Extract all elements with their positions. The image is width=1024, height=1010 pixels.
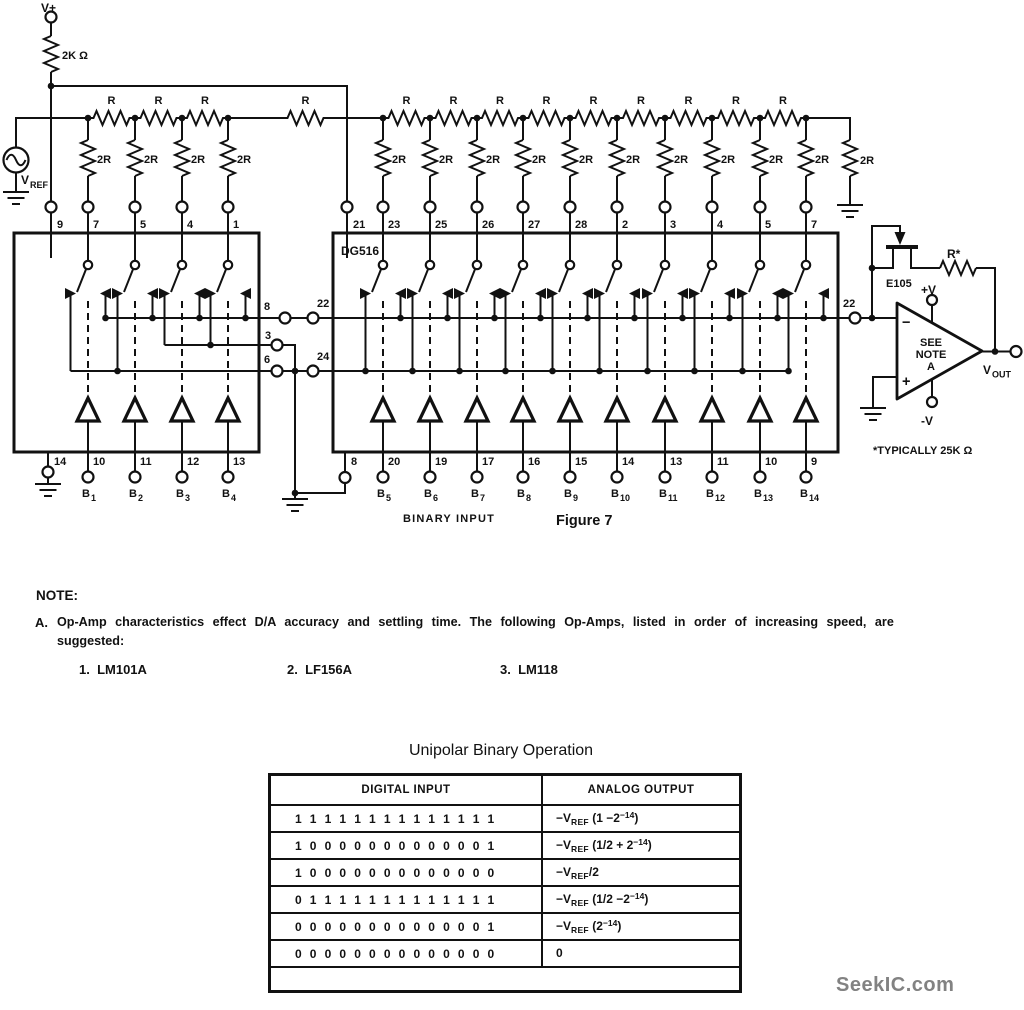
r2-label: 2R — [579, 154, 594, 166]
bit-label: B — [222, 488, 230, 500]
spdt-switch-cell — [159, 115, 205, 483]
pin14-terminal — [43, 467, 54, 478]
ladder-r-resistor — [617, 111, 665, 125]
opamp-option-2: 2. LF156A — [287, 662, 353, 677]
spdt-switch-cell — [360, 115, 406, 483]
formula-mid: (1/2 −2 — [588, 892, 630, 906]
inverting-input-label: − — [902, 315, 911, 331]
r2-label: 2R — [626, 154, 641, 166]
ladder-r-resistor — [665, 111, 712, 125]
pin-number-label: 2 — [622, 219, 629, 231]
junction-dot — [596, 368, 603, 375]
formula-post: ) — [617, 919, 622, 933]
bit-label: B — [176, 488, 184, 500]
r2-label: 2R — [721, 154, 736, 166]
plus-v-label: +V — [921, 283, 937, 297]
jfet-label: E105 — [886, 278, 912, 290]
spdt-switch-cell — [642, 115, 688, 483]
formula-sup: −14 — [602, 918, 618, 928]
schematic-labels — [21, 1, 1012, 529]
feedback-r-label: R* — [947, 247, 961, 261]
ground-icon — [837, 205, 863, 217]
formula-sup: −14 — [633, 837, 648, 847]
table-row — [270, 940, 741, 967]
minus-v-terminal — [927, 397, 937, 407]
pin-number-label: 8 — [351, 456, 358, 468]
bit-subscript: 12 — [715, 493, 726, 503]
bit-subscript: 13 — [763, 493, 774, 503]
pin-number-label: 14 — [622, 456, 635, 468]
formula-main: −V — [556, 811, 572, 825]
pin-number-label: 12 — [187, 456, 200, 468]
ladder-r-resistor — [182, 111, 228, 125]
analog-output-cell — [542, 805, 741, 832]
pin-number-label: 19 — [435, 456, 448, 468]
pin3-terminal — [272, 340, 283, 351]
formula-post: ) — [644, 892, 649, 906]
pin-number-label: 16 — [528, 456, 541, 468]
chip-name-label: DG516 — [341, 244, 380, 258]
ladder-r-resistor — [477, 111, 523, 125]
formula-sup: −14 — [619, 810, 635, 820]
opamp-option-1: 1. LM101A — [79, 662, 147, 677]
pin-number-label: 9 — [811, 456, 818, 468]
junction-dot — [502, 368, 509, 375]
vref-label: V — [21, 173, 30, 187]
junction-dot — [739, 368, 746, 375]
r2-label: 2R — [860, 155, 875, 167]
ladder-r-resistor — [570, 111, 617, 125]
formula-post: ) — [634, 811, 639, 825]
formula-mid: (1/2 + 2 — [588, 838, 634, 852]
formula-sub: REF — [571, 844, 589, 854]
r-label: R — [779, 95, 787, 107]
ladder-r-resistor — [430, 111, 477, 125]
watermark: SeekIC.com — [836, 974, 955, 996]
formula-sub: REF — [571, 871, 589, 881]
ladder-r-resistor — [760, 111, 806, 125]
table-row — [270, 859, 741, 886]
formula-main: −V — [556, 919, 572, 933]
pin-number-label: 20 — [388, 456, 401, 468]
analog-output-cell — [542, 913, 741, 940]
r2-label: 2R — [769, 154, 784, 166]
pin-number-label: 5 — [140, 219, 147, 231]
formula-main: 0 — [556, 946, 563, 960]
column-header: ANALOG OUTPUT — [542, 775, 741, 806]
ladder-r-resistor — [135, 111, 182, 125]
r2-label: 2R — [97, 154, 112, 166]
figure-caption: Figure 7 — [556, 513, 613, 529]
digital-input-cell: 1 0 0 0 0 0 0 0 0 0 0 0 0 1 — [270, 832, 543, 859]
r-label: R — [201, 95, 209, 107]
pin-number-label: 5 — [765, 219, 772, 231]
minus-v-label: -V — [921, 414, 933, 428]
empty-cell — [270, 967, 741, 992]
pin-number-label: 3 — [670, 219, 677, 231]
pin9-terminal — [46, 202, 57, 213]
bit-label: B — [517, 488, 525, 500]
ground-icon — [282, 499, 308, 511]
spdt-switch-cell — [407, 115, 453, 483]
typically-footnote: *TYPICALLY 25K Ω — [873, 445, 973, 457]
bit-subscript: 10 — [620, 493, 631, 503]
pin8-terminal — [280, 313, 291, 324]
junction-dot — [207, 342, 214, 349]
pin-number-label: 25 — [435, 219, 448, 231]
junction-dot — [691, 368, 698, 375]
pin-number-label: 1 — [233, 219, 240, 231]
note-heading: NOTE: — [36, 588, 78, 603]
pin-number-label: 9 — [57, 219, 64, 231]
spdt-switch-cell — [65, 115, 111, 483]
vout-terminal — [1011, 346, 1022, 357]
spdt-switch-cell — [500, 115, 546, 483]
r-label: R — [107, 95, 116, 107]
ladder-r-resistor — [523, 111, 570, 125]
spdt-switch-cell — [689, 115, 735, 483]
bit-subscript: 1 — [91, 493, 97, 503]
ground-icon — [860, 408, 886, 420]
bit-label: B — [377, 488, 385, 500]
r-label: R — [496, 95, 504, 107]
bit-subscript: 7 — [480, 493, 486, 503]
pin-number-label: 11 — [140, 456, 152, 468]
ground-return-wire — [295, 371, 345, 493]
bit-label: B — [471, 488, 479, 500]
pin-number-label: 17 — [482, 456, 495, 468]
ladder-r-resistor — [383, 111, 430, 125]
note-item-label: A. — [35, 615, 48, 630]
spdt-switch-cell — [547, 115, 593, 483]
r-label: R — [154, 95, 163, 107]
bit-label: B — [706, 488, 714, 500]
bit-label: B — [800, 488, 808, 500]
formula-sub: REF — [571, 898, 589, 908]
formula-post: ) — [647, 838, 652, 852]
analog-output-cell — [542, 832, 741, 859]
r2-label: 2R — [439, 154, 454, 166]
terminal-label: 22 — [317, 298, 330, 310]
pin-number-label: 7 — [811, 219, 818, 231]
analog-output-cell — [542, 859, 741, 886]
digital-input-cell: 0 0 0 0 0 0 0 0 0 0 0 0 0 0 — [270, 940, 543, 967]
bit-label: B — [129, 488, 137, 500]
table-header-row — [270, 775, 741, 806]
vref-source — [3, 118, 88, 204]
r2-label: 2R — [191, 154, 206, 166]
ladder-r-resistor — [228, 111, 383, 125]
formula-main: −V — [556, 838, 572, 852]
r-label: R — [301, 95, 310, 107]
pin-number-label: 28 — [575, 219, 588, 231]
binary-input-label: BINARY INPUT — [403, 513, 496, 525]
pin-number-label: 8 — [264, 301, 271, 313]
opamp-note-label: A — [927, 361, 935, 373]
r-label: R — [637, 95, 645, 107]
bit-subscript: 14 — [809, 493, 820, 503]
switch-cells — [65, 95, 829, 503]
unipolar-binary-table — [268, 773, 742, 993]
opamp-option-3: 3. LM118 — [500, 662, 558, 677]
r-label: R — [402, 95, 411, 107]
junction-dot — [362, 368, 369, 375]
r2-label: 2R — [815, 154, 830, 166]
spdt-switch-cell — [594, 115, 640, 483]
supply-resistor-label: 2K Ω — [62, 50, 88, 62]
table-title: Unipolar Binary Operation — [408, 742, 594, 759]
bit-subscript: 3 — [185, 493, 191, 503]
terminal-label: 24 — [317, 351, 330, 363]
r-label: R — [542, 95, 551, 107]
bit-label: B — [659, 488, 667, 500]
junction-dot — [409, 368, 416, 375]
ladder-terminator — [806, 118, 863, 217]
bit-label: B — [611, 488, 619, 500]
junction-dot — [785, 368, 792, 375]
supply-network — [44, 12, 353, 259]
analog-output-cell — [542, 940, 741, 967]
junction-dot — [456, 368, 463, 375]
bit-label: B — [424, 488, 432, 500]
opamp-note-label: SEE — [919, 337, 943, 349]
ground-icon — [35, 484, 61, 496]
bit-subscript: 5 — [386, 493, 392, 503]
formula-main: −V — [556, 892, 572, 906]
terminal-22 — [308, 313, 319, 324]
vref-sub-label: REF — [30, 180, 48, 190]
bit-subscript: 11 — [668, 493, 678, 503]
formula-mid: /2 — [588, 865, 599, 879]
pin-number-label: 27 — [528, 219, 541, 231]
pin-number-label: 14 — [54, 456, 67, 468]
bit-label: B — [564, 488, 572, 500]
bit-subscript: 9 — [573, 493, 579, 503]
spdt-switch-cell — [783, 115, 829, 483]
wire — [806, 118, 850, 140]
bit-subscript: 4 — [231, 493, 237, 503]
spdt-switch-cell — [112, 115, 158, 483]
noninverting-input-wire — [873, 377, 897, 408]
ladder-r-resistor — [88, 111, 135, 125]
formula-sub: REF — [571, 817, 589, 827]
r-label: R — [684, 95, 693, 107]
output-opamp — [850, 226, 1022, 420]
bit-subscript: 2 — [138, 493, 144, 503]
note-text: Op-Amp characteristics effect D/A accuracy and settling time. The following Op-Amps, listed in order of increasing speed, are — [57, 615, 894, 629]
formula-sub: REF — [571, 925, 589, 935]
jfet-leg-wires — [872, 249, 940, 268]
pin-number-label: 6 — [264, 354, 271, 366]
noninverting-input-label: + — [902, 374, 911, 390]
supply-resistor-2k — [44, 36, 58, 72]
junction-dot — [549, 368, 556, 375]
bit-subscript: 8 — [526, 493, 532, 503]
bit-label: B — [754, 488, 762, 500]
formula-mid: (1 −2 — [588, 811, 620, 825]
r-label: R — [732, 95, 740, 107]
r-label: R — [589, 95, 598, 107]
formula-mid: (2 — [588, 919, 603, 933]
terminal-24 — [308, 366, 319, 377]
digital-input-cell: 1 1 1 1 1 1 1 1 1 1 1 1 1 1 — [270, 805, 543, 832]
table-row — [270, 805, 741, 832]
ladder-r-resistor — [712, 111, 760, 125]
junction-dot — [644, 368, 651, 375]
opamp-note-label: NOTE — [915, 349, 947, 361]
junction-dot — [114, 368, 121, 375]
terminator-2r-resistor — [843, 140, 857, 176]
pin-number-label: 4 — [187, 219, 194, 231]
pin22-terminal — [850, 313, 861, 324]
digital-input-cell: 0 1 1 1 1 1 1 1 1 1 1 1 1 1 — [270, 886, 543, 913]
r2-label: 2R — [486, 154, 501, 166]
formula-main: −V — [556, 865, 572, 879]
column-header: DIGITAL INPUT — [270, 775, 543, 806]
spdt-switch-cell — [454, 115, 500, 483]
r2-label: 2R — [237, 154, 252, 166]
table-row — [270, 913, 741, 940]
pin-number-label: 10 — [765, 456, 778, 468]
pin-number-label: 11 — [717, 456, 729, 468]
feedback-wire — [976, 268, 995, 352]
bit-label: B — [82, 488, 90, 500]
r2-label: 2R — [392, 154, 407, 166]
formula-sup: −14 — [629, 891, 645, 901]
feedback-resistor — [940, 261, 976, 275]
pin-number-label: 3 — [265, 330, 272, 342]
pin-number-label: 13 — [670, 456, 683, 468]
pin-number-label: 15 — [575, 456, 588, 468]
r2-label: 2R — [674, 154, 689, 166]
gate-arrow-icon — [895, 232, 906, 245]
digital-input-cell: 0 0 0 0 0 0 0 0 0 0 0 0 0 1 — [270, 913, 543, 940]
vout-sub-label: OUT — [992, 369, 1011, 380]
table-row — [270, 832, 741, 859]
r-label: R — [449, 95, 458, 107]
note-text-continued: suggested: — [57, 634, 125, 648]
pin6-terminal — [272, 366, 283, 377]
vout-label: V — [983, 363, 992, 377]
pin-number-label: 26 — [482, 219, 495, 231]
pin21-terminal — [342, 202, 353, 213]
pin-number-label: 23 — [388, 219, 401, 231]
spdt-switch-cell — [205, 115, 251, 483]
r2-label: 2R — [532, 154, 547, 166]
pin-number-label: 13 — [233, 456, 246, 468]
pin-number-label: 21 — [353, 219, 366, 231]
spdt-switch-cell — [737, 115, 783, 483]
r2-label: 2R — [144, 154, 159, 166]
pin-number-label: 4 — [717, 219, 724, 231]
table-empty-row — [270, 967, 741, 992]
pin-number-label: 10 — [93, 456, 106, 468]
bit-subscript: 6 — [433, 493, 439, 503]
pin-number-label: 7 — [93, 219, 100, 231]
pin-number-label: 22 — [843, 298, 856, 310]
table-row — [270, 886, 741, 913]
analog-output-cell — [542, 886, 741, 913]
right-chip-pin8-terminal — [340, 472, 351, 483]
vplus-label: V+ — [41, 1, 57, 15]
ground-icon — [3, 192, 29, 204]
digital-input-cell: 1 0 0 0 0 0 0 0 0 0 0 0 0 0 — [270, 859, 543, 886]
